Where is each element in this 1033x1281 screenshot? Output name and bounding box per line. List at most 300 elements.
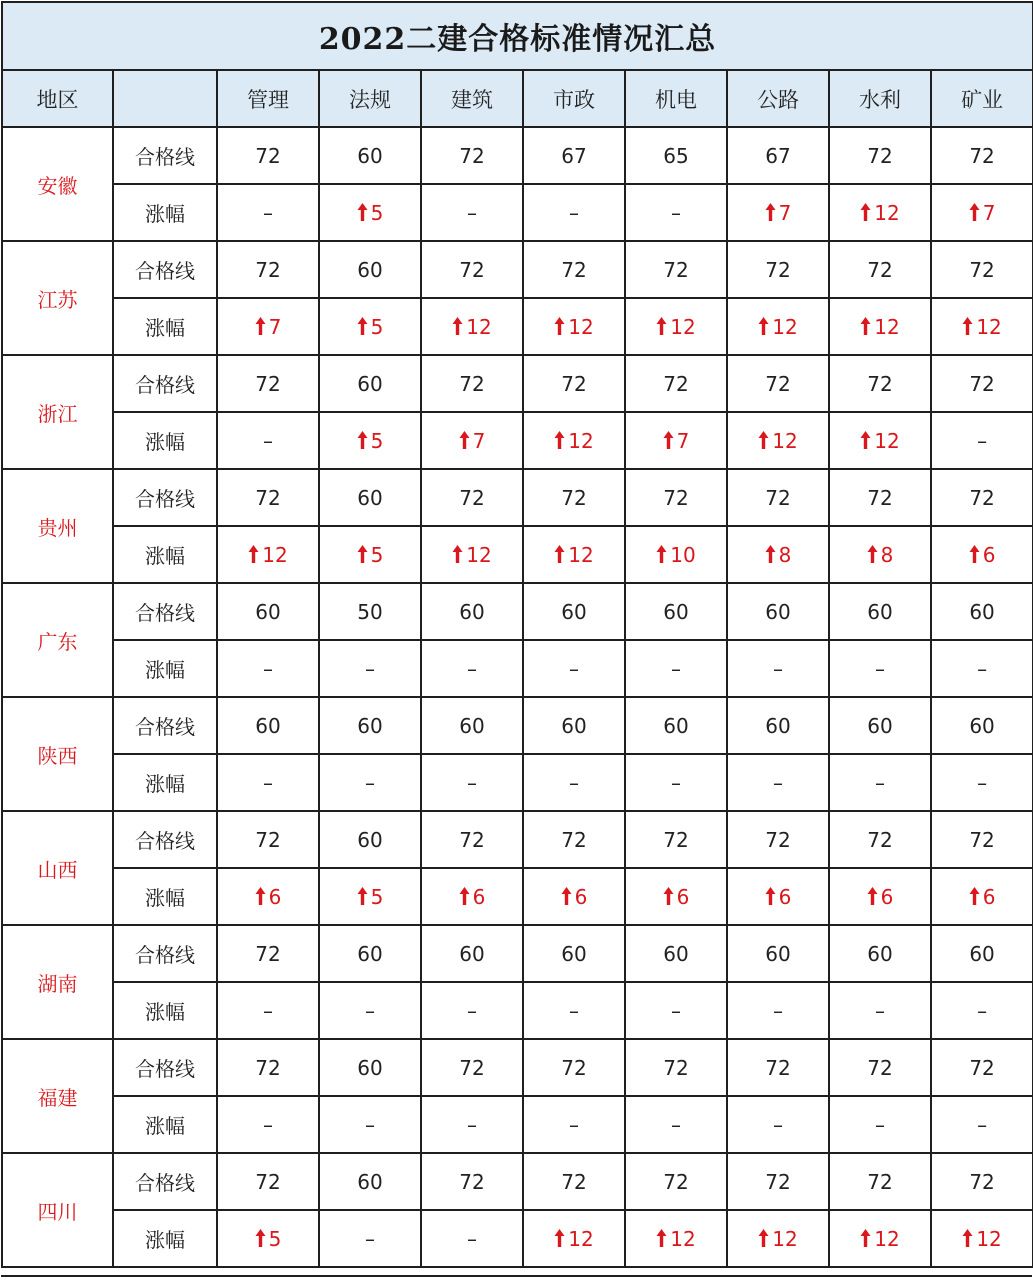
pass-line-value: 72 — [523, 1039, 625, 1096]
no-change-dash: – — [727, 640, 829, 697]
increase-value: 12 — [772, 314, 798, 339]
increase-value-cell — [727, 298, 829, 355]
up-arrow-icon — [860, 430, 871, 450]
pass-line-value: 60 — [319, 355, 421, 412]
pass-line-value: 72 — [931, 355, 1033, 412]
up-arrow-icon — [357, 202, 368, 222]
pass-line-value: 60 — [523, 925, 625, 982]
region-name: 陕西 — [2, 697, 113, 811]
pass-line-value: 72 — [217, 241, 319, 298]
pass-line-value: 72 — [727, 241, 829, 298]
increase-value-cell — [421, 298, 523, 355]
pass-line-value: 72 — [523, 811, 625, 868]
up-arrow-icon — [656, 544, 667, 564]
column-header-subject: 法规 — [319, 70, 421, 127]
pass-line-value: 60 — [421, 697, 523, 754]
no-change-dash: – — [421, 1210, 523, 1267]
pass-line-value: 60 — [319, 1153, 421, 1210]
pass-line-value: 60 — [421, 925, 523, 982]
no-change-dash: – — [523, 982, 625, 1039]
pass-line-value: 67 — [523, 127, 625, 184]
up-arrow-icon — [758, 430, 769, 450]
pass-line-value: 60 — [727, 697, 829, 754]
pass-line-value: 72 — [727, 811, 829, 868]
increase-value-cell — [421, 526, 523, 583]
increase-value: 5 — [370, 314, 384, 339]
pass-line-value: 72 — [829, 127, 931, 184]
pass-line-row — [2, 355, 1033, 412]
pass-line-value: 72 — [931, 127, 1033, 184]
pass-line-value: 72 — [625, 241, 727, 298]
pass-line-value: 72 — [829, 355, 931, 412]
pass-line-row — [2, 1039, 1033, 1096]
increase-label: 涨幅 — [113, 526, 217, 583]
increase-value-cell — [319, 526, 421, 583]
pass-line-label: 合格线 — [113, 1039, 217, 1096]
increase-value: 12 — [466, 314, 492, 339]
no-change-dash: – — [319, 640, 421, 697]
column-header-subject: 矿业 — [931, 70, 1033, 127]
up-arrow-icon — [962, 316, 973, 336]
pass-line-value: 67 — [727, 127, 829, 184]
no-change-dash: – — [523, 184, 625, 241]
up-arrow-icon — [663, 886, 674, 906]
increase-value: 12 — [568, 542, 594, 567]
increase-value-cell — [319, 412, 421, 469]
pass-line-value: 72 — [523, 355, 625, 412]
up-arrow-icon — [255, 1228, 266, 1248]
increase-value-cell — [625, 868, 727, 925]
increase-value-cell — [727, 868, 829, 925]
no-change-dash: – — [217, 640, 319, 697]
pass-line-value: 60 — [625, 583, 727, 640]
increase-value: 6 — [574, 884, 588, 909]
pass-line-value: 72 — [727, 1153, 829, 1210]
pass-line-value: 72 — [523, 241, 625, 298]
increase-value: 12 — [568, 1226, 594, 1251]
increase-value: 10 — [670, 542, 696, 567]
increase-value: 6 — [982, 884, 996, 909]
pass-line-value: 72 — [217, 811, 319, 868]
increase-value-cell — [931, 298, 1033, 355]
increase-value: 7 — [268, 314, 282, 339]
increase-value: 12 — [874, 314, 900, 339]
pass-line-label: 合格线 — [113, 811, 217, 868]
column-header-subject: 机电 — [625, 70, 727, 127]
pass-line-value: 72 — [217, 469, 319, 526]
up-arrow-icon — [765, 886, 776, 906]
no-change-dash: – — [625, 1096, 727, 1153]
pass-line-value: 60 — [931, 925, 1033, 982]
up-arrow-icon — [248, 544, 259, 564]
pass-line-value: 72 — [523, 1153, 625, 1210]
increase-label: 涨幅 — [113, 298, 217, 355]
up-arrow-icon — [561, 886, 572, 906]
increase-value: 7 — [676, 428, 690, 453]
no-change-dash: – — [523, 640, 625, 697]
up-arrow-icon — [663, 430, 674, 450]
increase-value-cell — [931, 1210, 1033, 1267]
up-arrow-icon — [452, 316, 463, 336]
increase-value-cell — [625, 298, 727, 355]
up-arrow-icon — [867, 544, 878, 564]
up-arrow-icon — [357, 544, 368, 564]
increase-value-cell — [319, 184, 421, 241]
increase-label: 涨幅 — [113, 412, 217, 469]
pass-line-row — [2, 241, 1033, 298]
increase-value-cell — [829, 298, 931, 355]
up-arrow-icon — [357, 430, 368, 450]
no-change-dash: – — [319, 982, 421, 1039]
up-arrow-icon — [969, 544, 980, 564]
increase-value-cell — [523, 868, 625, 925]
table-body — [2, 127, 1033, 1267]
increase-value-cell — [829, 184, 931, 241]
pass-line-label: 合格线 — [113, 583, 217, 640]
pass-line-label: 合格线 — [113, 355, 217, 412]
column-header-subject: 公路 — [727, 70, 829, 127]
increase-value: 12 — [568, 428, 594, 453]
pass-line-row — [2, 925, 1033, 982]
increase-value: 5 — [370, 200, 384, 225]
up-arrow-icon — [459, 430, 470, 450]
no-change-dash: – — [217, 184, 319, 241]
increase-label: 涨幅 — [113, 982, 217, 1039]
increase-value-cell — [523, 298, 625, 355]
increase-row — [2, 868, 1033, 925]
no-change-dash: – — [421, 640, 523, 697]
pass-line-value: 60 — [319, 1039, 421, 1096]
no-change-dash: – — [931, 640, 1033, 697]
increase-value: 12 — [772, 1226, 798, 1251]
increase-value-cell — [523, 1210, 625, 1267]
region-name: 广东 — [2, 583, 113, 697]
pass-line-value: 72 — [931, 811, 1033, 868]
pass-line-value: 72 — [931, 1153, 1033, 1210]
pass-line-value: 60 — [217, 583, 319, 640]
pass-line-value: 72 — [421, 127, 523, 184]
up-arrow-icon — [554, 430, 565, 450]
no-change-dash: – — [421, 754, 523, 811]
increase-value: 12 — [670, 1226, 696, 1251]
pass-line-value: 72 — [829, 1153, 931, 1210]
increase-value: 8 — [778, 542, 792, 567]
no-change-dash: – — [217, 1096, 319, 1153]
no-change-dash: – — [829, 982, 931, 1039]
increase-value-cell — [829, 412, 931, 469]
up-arrow-icon — [758, 1228, 769, 1248]
increase-value: 12 — [568, 314, 594, 339]
pass-line-value: 72 — [625, 355, 727, 412]
pass-line-label: 合格线 — [113, 127, 217, 184]
no-change-dash: – — [625, 754, 727, 811]
region-name: 贵州 — [2, 469, 113, 583]
pass-line-value: 65 — [625, 127, 727, 184]
pass-line-value: 60 — [727, 583, 829, 640]
no-change-dash: – — [217, 754, 319, 811]
pass-line-value: 60 — [319, 469, 421, 526]
pass-line-value: 72 — [829, 469, 931, 526]
increase-value-cell — [829, 868, 931, 925]
increase-value-cell — [727, 412, 829, 469]
pass-line-value: 60 — [829, 583, 931, 640]
pass-line-value: 72 — [421, 241, 523, 298]
increase-label: 涨幅 — [113, 754, 217, 811]
up-arrow-icon — [255, 886, 266, 906]
no-change-dash: – — [931, 982, 1033, 1039]
pass-line-value: 72 — [625, 469, 727, 526]
pass-line-row — [2, 127, 1033, 184]
pass-line-value: 60 — [319, 127, 421, 184]
pass-standard-table — [1, 1, 1033, 1268]
column-header-subject: 水利 — [829, 70, 931, 127]
increase-row — [2, 184, 1033, 241]
pass-line-value: 72 — [625, 1153, 727, 1210]
increase-value: 6 — [472, 884, 486, 909]
increase-row — [2, 298, 1033, 355]
increase-value-cell — [217, 868, 319, 925]
pass-line-label: 合格线 — [113, 1153, 217, 1210]
no-change-dash: – — [931, 1096, 1033, 1153]
pass-line-value: 72 — [931, 241, 1033, 298]
column-header-blank — [113, 70, 217, 127]
increase-value: 12 — [976, 1226, 1002, 1251]
increase-value: 5 — [370, 428, 384, 453]
increase-value-cell — [625, 412, 727, 469]
pass-line-value: 60 — [625, 925, 727, 982]
pass-line-value: 72 — [829, 1039, 931, 1096]
increase-value-cell — [931, 526, 1033, 583]
up-arrow-icon — [860, 316, 871, 336]
up-arrow-icon — [969, 886, 980, 906]
increase-value: 12 — [466, 542, 492, 567]
increase-row — [2, 1096, 1033, 1153]
pass-line-value: 50 — [319, 583, 421, 640]
pass-line-value: 72 — [523, 469, 625, 526]
up-arrow-icon — [765, 544, 776, 564]
increase-value-cell — [625, 1210, 727, 1267]
pass-line-value: 60 — [319, 697, 421, 754]
increase-value: 12 — [874, 200, 900, 225]
pass-line-value: 60 — [931, 583, 1033, 640]
increase-value-cell — [421, 412, 523, 469]
increase-value-cell — [931, 868, 1033, 925]
up-arrow-icon — [554, 1228, 565, 1248]
increase-value: 6 — [982, 542, 996, 567]
no-change-dash: – — [625, 640, 727, 697]
no-change-dash: – — [829, 1096, 931, 1153]
increase-value: 5 — [370, 884, 384, 909]
region-name: 安徽 — [2, 127, 113, 241]
up-arrow-icon — [459, 886, 470, 906]
no-change-dash: – — [523, 754, 625, 811]
up-arrow-icon — [357, 886, 368, 906]
increase-value-cell — [727, 184, 829, 241]
increase-value-cell — [727, 526, 829, 583]
region-name: 浙江 — [2, 355, 113, 469]
no-change-dash: – — [829, 640, 931, 697]
pass-line-value: 72 — [625, 1039, 727, 1096]
region-name: 湖南 — [2, 925, 113, 1039]
pass-line-label: 合格线 — [113, 469, 217, 526]
pass-line-value: 60 — [625, 697, 727, 754]
increase-value-cell — [217, 1210, 319, 1267]
increase-value-cell — [727, 1210, 829, 1267]
pass-line-row — [2, 1153, 1033, 1210]
pass-line-label: 合格线 — [113, 241, 217, 298]
increase-value: 7 — [778, 200, 792, 225]
column-header-subject: 管理 — [217, 70, 319, 127]
increase-value: 7 — [472, 428, 486, 453]
table-bottom-edge — [1, 1275, 1032, 1281]
increase-value: 12 — [670, 314, 696, 339]
increase-value-cell — [421, 868, 523, 925]
pass-line-value: 60 — [319, 241, 421, 298]
increase-value: 5 — [268, 1226, 282, 1251]
increase-value-cell — [523, 412, 625, 469]
pass-line-row — [2, 469, 1033, 526]
up-arrow-icon — [357, 316, 368, 336]
no-change-dash: – — [931, 754, 1033, 811]
increase-value: 12 — [874, 428, 900, 453]
increase-value-cell — [829, 526, 931, 583]
pass-line-value: 60 — [931, 697, 1033, 754]
pass-line-value: 72 — [421, 1153, 523, 1210]
pass-line-value: 60 — [319, 811, 421, 868]
region-name: 四川 — [2, 1153, 113, 1267]
up-arrow-icon — [969, 202, 980, 222]
no-change-dash: – — [625, 184, 727, 241]
no-change-dash: – — [217, 412, 319, 469]
no-change-dash: – — [727, 982, 829, 1039]
increase-value-cell — [931, 184, 1033, 241]
no-change-dash: – — [523, 1096, 625, 1153]
increase-label: 涨幅 — [113, 184, 217, 241]
up-arrow-icon — [554, 544, 565, 564]
increase-value: 5 — [370, 542, 384, 567]
up-arrow-icon — [656, 1228, 667, 1248]
no-change-dash: – — [421, 1096, 523, 1153]
column-header-row — [2, 70, 1033, 127]
pass-line-value: 72 — [217, 925, 319, 982]
up-arrow-icon — [867, 886, 878, 906]
pass-line-value: 60 — [829, 697, 931, 754]
pass-line-value: 72 — [829, 241, 931, 298]
pass-line-value: 72 — [625, 811, 727, 868]
pass-line-value: 72 — [421, 469, 523, 526]
no-change-dash: – — [421, 184, 523, 241]
pass-line-value: 72 — [931, 469, 1033, 526]
increase-label: 涨幅 — [113, 1210, 217, 1267]
up-arrow-icon — [962, 1228, 973, 1248]
increase-row — [2, 1210, 1033, 1267]
pass-line-value: 60 — [421, 583, 523, 640]
no-change-dash: – — [829, 754, 931, 811]
increase-row — [2, 754, 1033, 811]
column-header-subject: 市政 — [523, 70, 625, 127]
pass-line-value: 72 — [217, 355, 319, 412]
pass-line-value: 72 — [421, 1039, 523, 1096]
increase-row — [2, 982, 1033, 1039]
increase-value: 12 — [772, 428, 798, 453]
up-arrow-icon — [765, 202, 776, 222]
no-change-dash: – — [319, 1210, 421, 1267]
increase-value: 12 — [976, 314, 1002, 339]
pass-line-row — [2, 583, 1033, 640]
increase-value-cell — [217, 526, 319, 583]
region-name: 福建 — [2, 1039, 113, 1153]
region-name: 江苏 — [2, 241, 113, 355]
increase-value-cell — [217, 298, 319, 355]
no-change-dash: – — [319, 1096, 421, 1153]
increase-value: 6 — [268, 884, 282, 909]
pass-line-label: 合格线 — [113, 697, 217, 754]
increase-label: 涨幅 — [113, 868, 217, 925]
increase-value-cell — [319, 868, 421, 925]
no-change-dash: – — [727, 1096, 829, 1153]
pass-line-value: 60 — [217, 697, 319, 754]
region-name: 山西 — [2, 811, 113, 925]
increase-value: 6 — [880, 884, 894, 909]
pass-line-value: 72 — [421, 811, 523, 868]
increase-value: 6 — [676, 884, 690, 909]
no-change-dash: – — [319, 754, 421, 811]
increase-value-cell — [625, 526, 727, 583]
pass-line-label: 合格线 — [113, 925, 217, 982]
pass-line-value: 72 — [727, 1039, 829, 1096]
increase-label: 涨幅 — [113, 640, 217, 697]
no-change-dash: – — [727, 754, 829, 811]
column-header-subject: 建筑 — [421, 70, 523, 127]
pass-line-value: 60 — [523, 583, 625, 640]
pass-line-value: 60 — [727, 925, 829, 982]
increase-value: 12 — [262, 542, 288, 567]
increase-value: 12 — [874, 1226, 900, 1251]
increase-label: 涨幅 — [113, 1096, 217, 1153]
pass-line-value: 60 — [829, 925, 931, 982]
pass-line-row — [2, 697, 1033, 754]
pass-line-value: 60 — [319, 925, 421, 982]
no-change-dash: – — [421, 982, 523, 1039]
pass-line-value: 72 — [727, 469, 829, 526]
increase-row — [2, 412, 1033, 469]
increase-value: 7 — [982, 200, 996, 225]
pass-line-value: 72 — [421, 355, 523, 412]
column-header-region: 地区 — [2, 70, 113, 127]
pass-line-value: 72 — [727, 355, 829, 412]
table-title: 2022二建合格标准情况汇总 — [2, 2, 1033, 70]
increase-value: 6 — [778, 884, 792, 909]
pass-line-value: 60 — [523, 697, 625, 754]
increase-row — [2, 526, 1033, 583]
increase-value-cell — [319, 298, 421, 355]
up-arrow-icon — [758, 316, 769, 336]
increase-value-cell — [523, 526, 625, 583]
up-arrow-icon — [860, 1228, 871, 1248]
increase-row — [2, 640, 1033, 697]
no-change-dash: – — [931, 412, 1033, 469]
increase-value-cell — [829, 1210, 931, 1267]
up-arrow-icon — [255, 316, 266, 336]
pass-line-value: 72 — [931, 1039, 1033, 1096]
pass-line-value: 72 — [829, 811, 931, 868]
increase-value: 8 — [880, 542, 894, 567]
no-change-dash: – — [625, 982, 727, 1039]
up-arrow-icon — [554, 316, 565, 336]
no-change-dash: – — [217, 982, 319, 1039]
pass-line-value: 72 — [217, 1039, 319, 1096]
pass-line-row — [2, 811, 1033, 868]
